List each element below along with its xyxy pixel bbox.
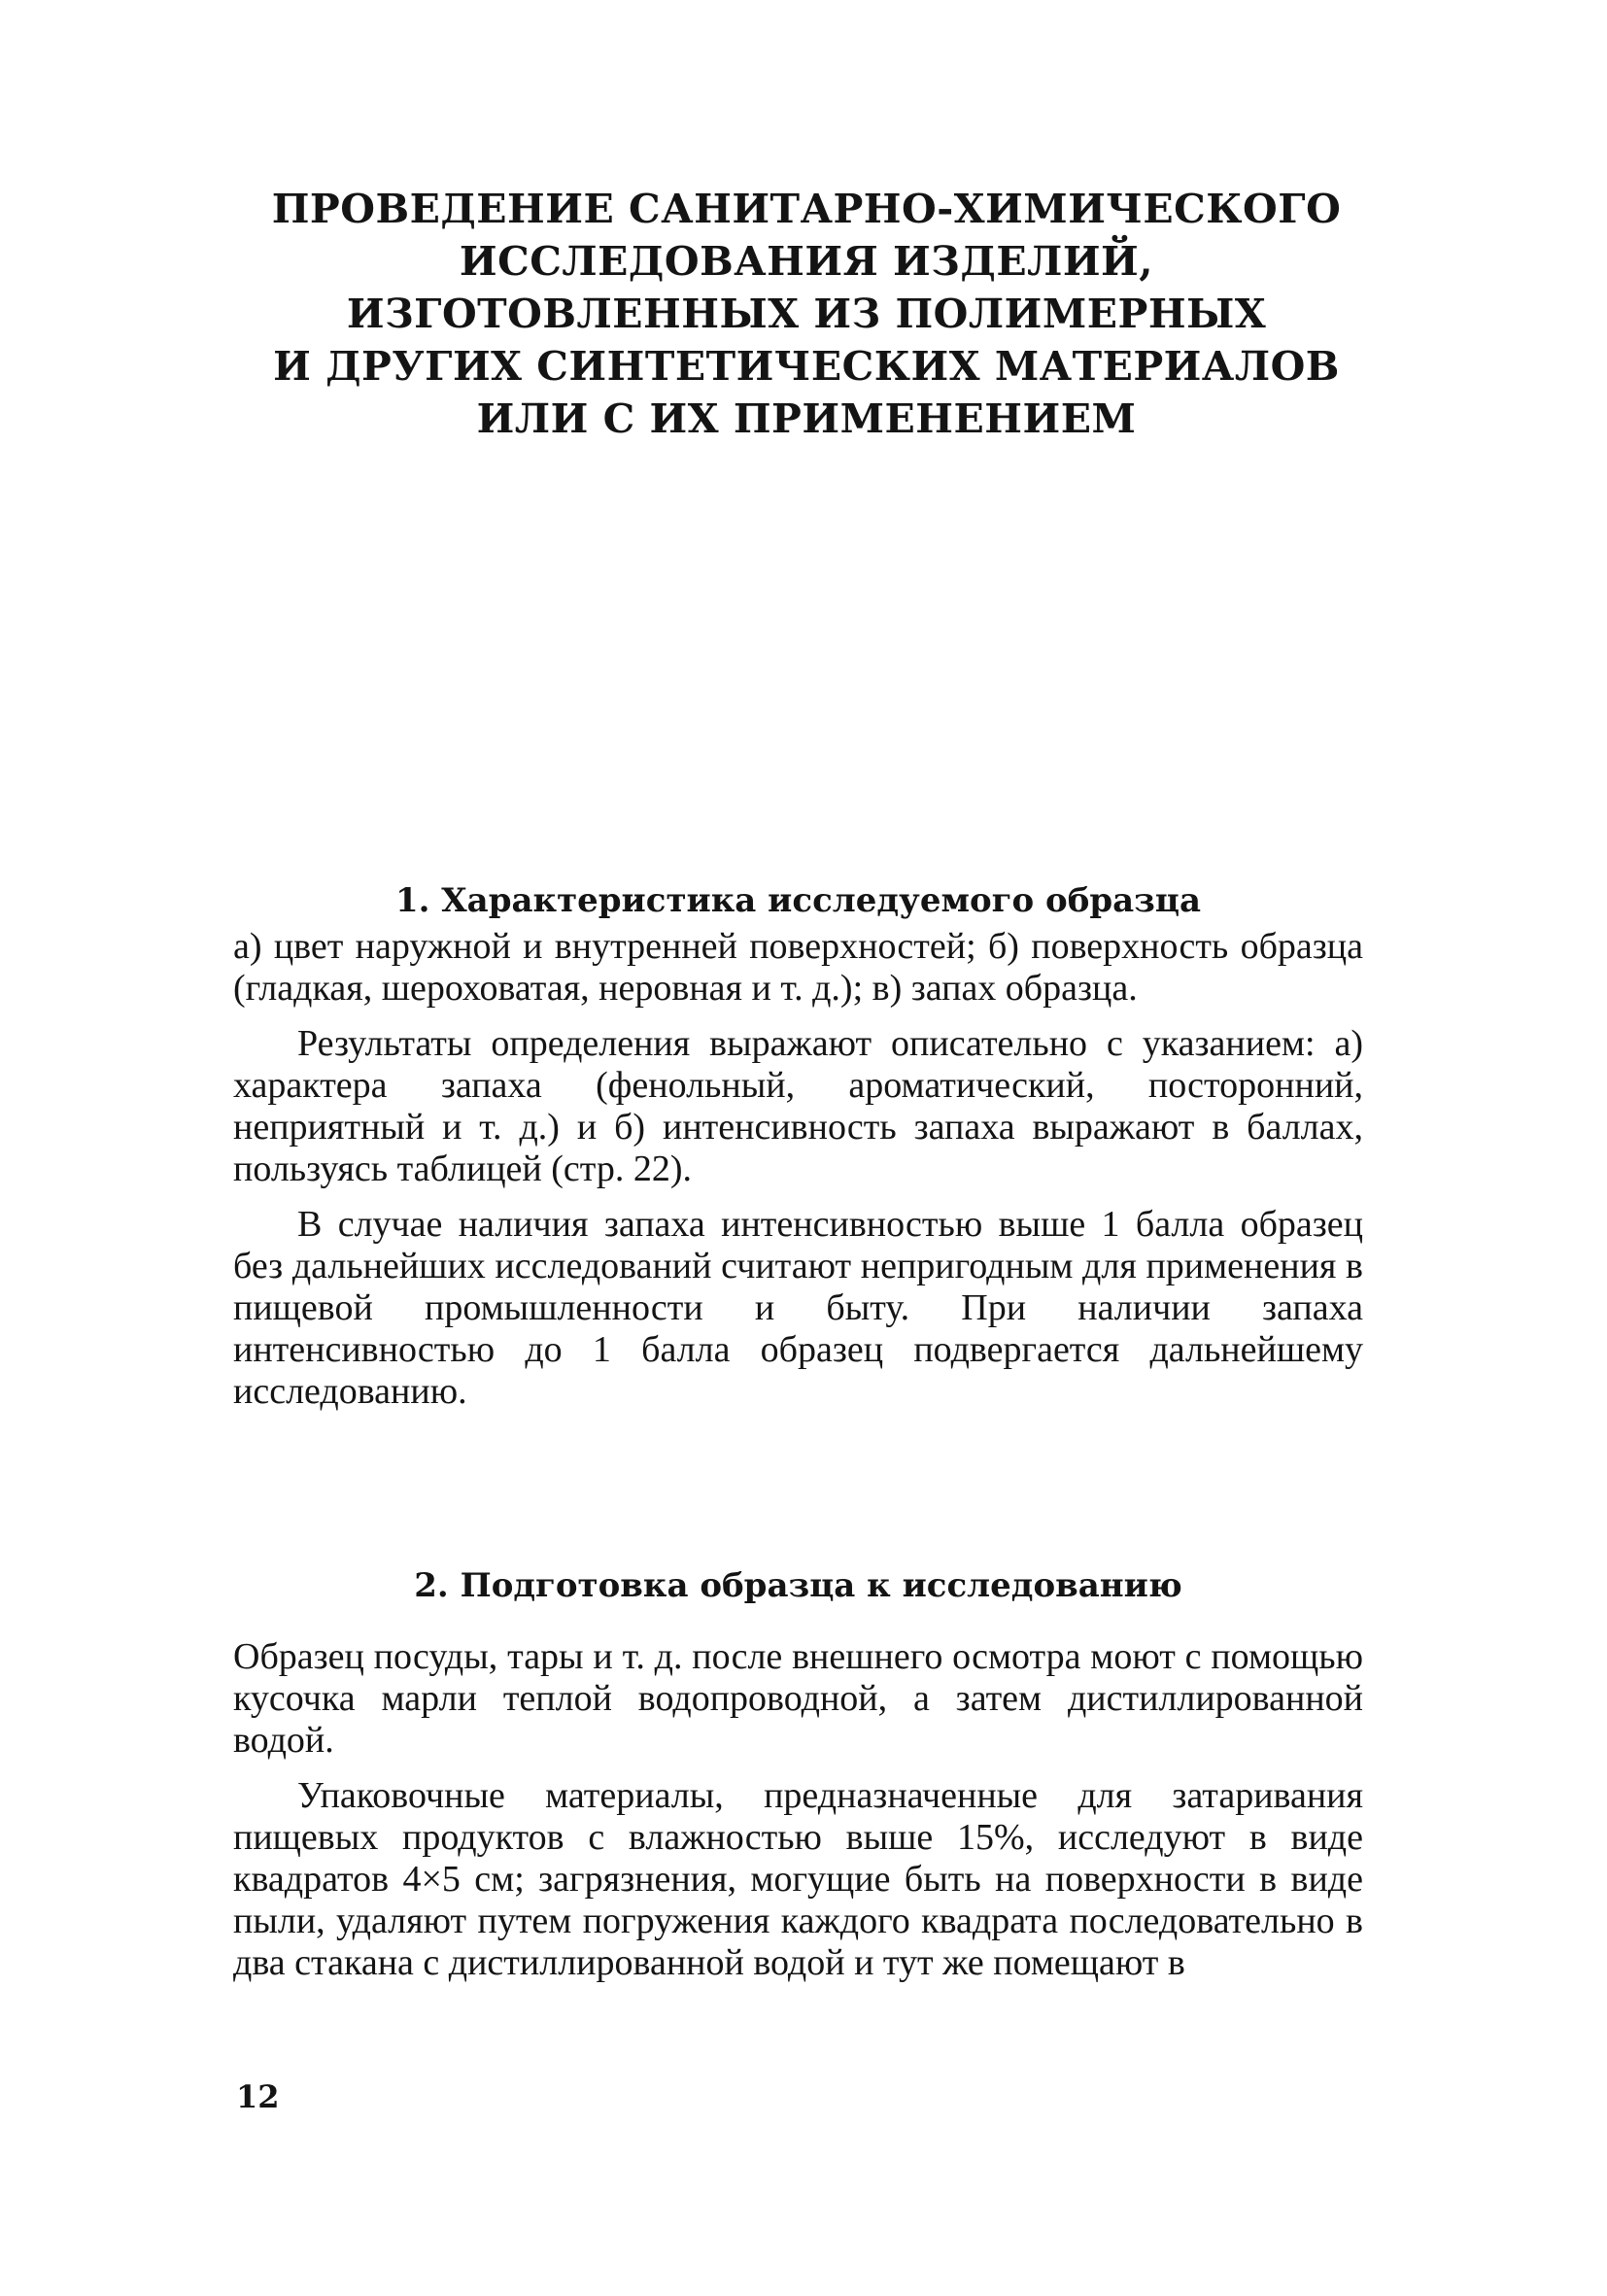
section-heading: 2. Подготовка образца к исследованию: [414, 1566, 1182, 1605]
paragraph: Образец посуды, тары и т. д. после внешнего осмотра моют с помощью кусочка марли теплой водопроводной, а затем дистиллированной водой.: [233, 1636, 1363, 1761]
title-line: ИЛИ С ИХ ПРИМЕНЕНИЕМ: [476, 395, 1137, 442]
title-line: ИЗГОТОВЛЕННЫХ ИЗ ПОЛИМЕРНЫХ: [346, 291, 1267, 337]
paragraph: Упаковочные материалы, предназначенные для затаривания пищевых продуктов с влажностью выше 15%, исследуют в виде квадратов 4×5 см; загрязнения, могущие быть на поверхности в виде пыли, удаляют путем погружения каждого квадрата последовательно в два стакана с дистиллированной водой и тут же помещают в: [233, 1775, 1363, 1983]
paragraph: В случае наличия запаха интенсивностью выше 1 балла образец без дальнейших исследований считают непригодным для применения в пищевой промышленности и быту. При наличии запаха интенсивностью до 1 балла образец подвергается дальнейшему исследованию.: [233, 1204, 1363, 1412]
page-number: 12: [236, 2078, 280, 2115]
section-heading: 1. Характеристика исследуемого образца: [394, 881, 1202, 920]
title-line: И ДРУГИХ СИНТЕТИЧЕСКИХ МАТЕРИАЛОВ: [273, 343, 1340, 390]
page-title: [233, 183, 1380, 445]
section-sample-preparation: [233, 1564, 1363, 1984]
section-sample-characteristics: [233, 879, 1363, 1413]
title-line: ИССЛЕДОВАНИЯ ИЗДЕЛИЙ,: [459, 238, 1154, 285]
paragraph: а) цвет наружной и внутренней поверхностей; б) поверхность образца (гладкая, шероховатая, неровная и т. д.); в) запах образца.: [233, 926, 1363, 1009]
title-line: ПРОВЕДЕНИЕ САНИТАРНО-ХИМИЧЕСКОГО: [271, 186, 1342, 232]
paragraph: Результаты определения выражают описательно с указанием: а) характера запаха (фенольный, ароматический, посторонний, неприятный и т. д.) и б) интенсивность запаха выражают в баллах, пользуясь таблицей (стр. 22).: [233, 1023, 1363, 1189]
